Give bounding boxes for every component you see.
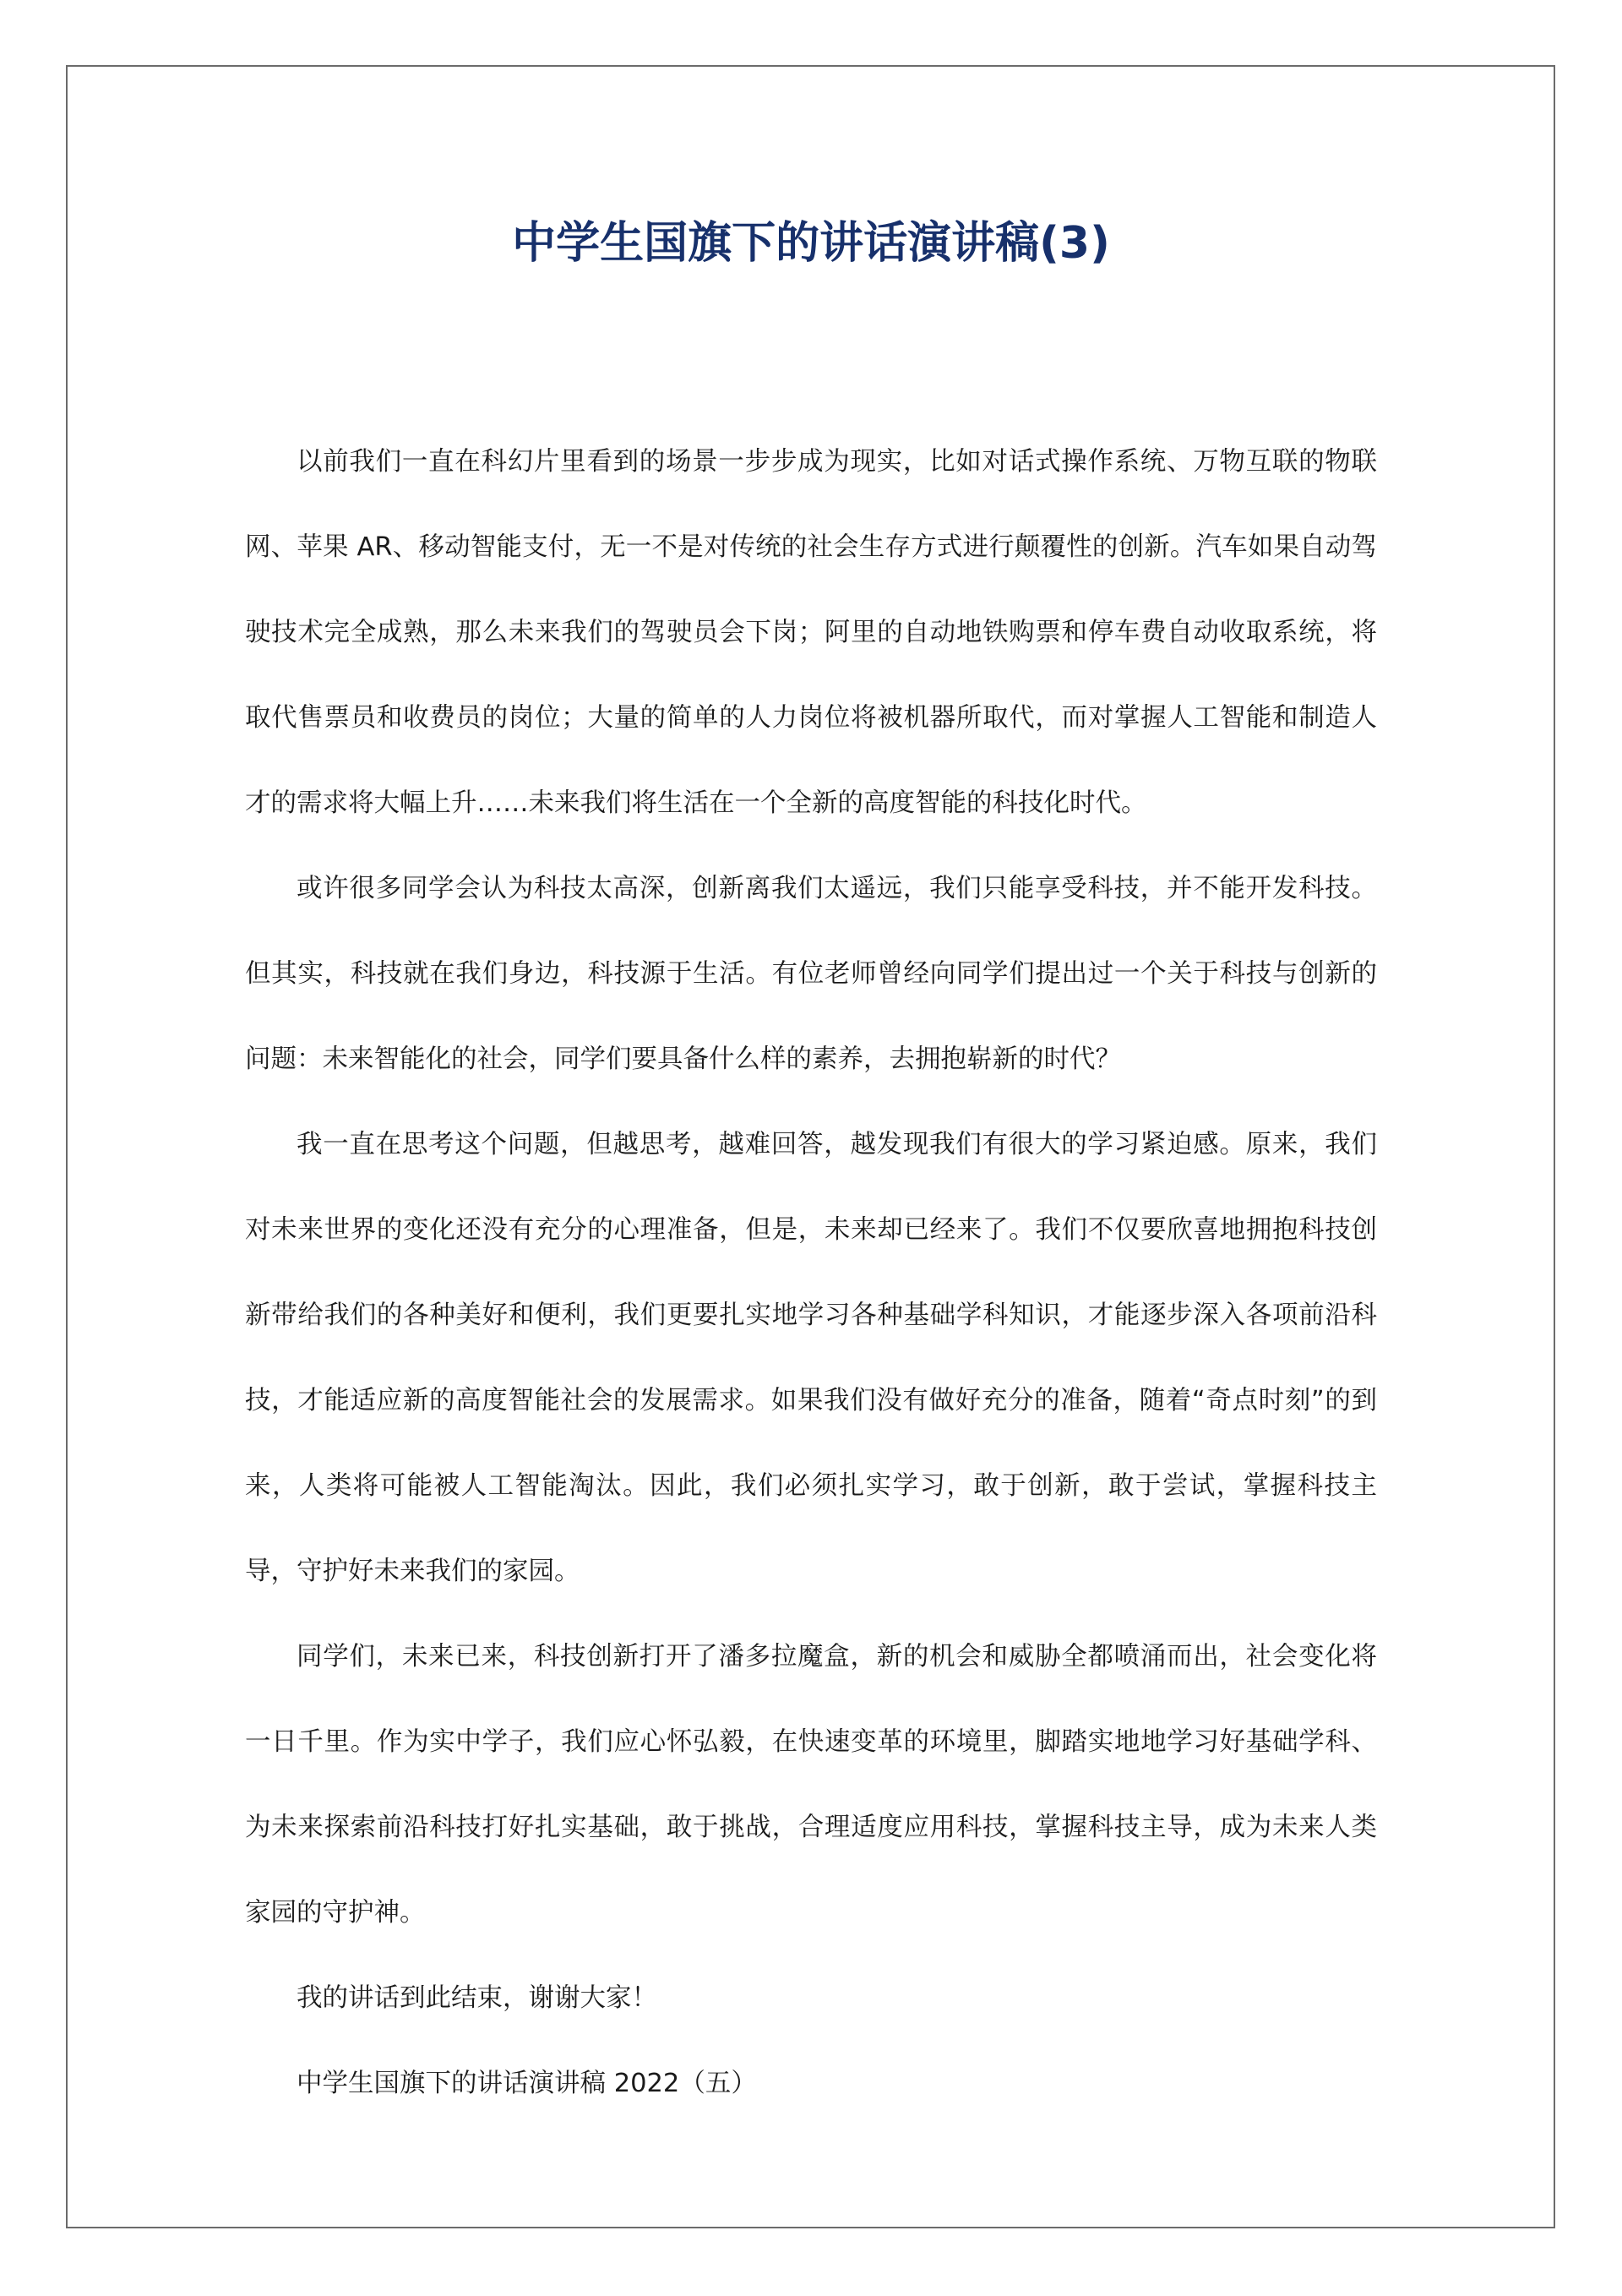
paragraph-4: 同学们，未来已来，科技创新打开了潘多拉魔盒，新的机会和威胁全都喷涌而出，社会变化将一日千里。作为实中学子，我们应心怀弘毅，在快速变革的环境里，脚踏实地地学习好基础学科、为未来探索前沿科技打好扎实基础，敢于挑战，合理适度应用科技，掌握科技主导，成为未来人类家园的守护神。 — [245, 1642, 1377, 1928]
paragraph-1: 以前我们一直在科幻片里看到的场景一步步成为现实，比如对话式操作系统、万物互联的物联网、苹果 AR、移动智能支付，无一不是对传统的社会生存方式进行颠覆性的创新。汽车如果自动驾驶技术完全成熟，那么未来我们的驾驶员会下岗；阿里的自动地铁购票和停车费自动收取系统，将取代售票员和收费员的岗位；大量的简单的人力岗位将被机器所取代，而对掌握人工智能和制造人才的需求将大幅上升……未来我们将生活在一个全新的高度智能的科技化时代。 — [245, 447, 1377, 818]
page-title: 中学生国旗下的讲话演讲稿(3) — [512, 218, 1110, 269]
paragraph-3: 我一直在思考这个问题，但越思考，越难回答，越发现我们有很大的学习紧迫感。原来，我们对未来世界的变化还没有充分的心理准备，但是，未来却已经来了。我们不仅要欣喜地拥抱科技创新带给我们的各种美好和便利，我们更要扎实地学习各种基础学科知识，才能逐步深入各项前沿科技，才能适应新的高度智能社会的发展需求。如果我们没有做好充分的准备，随着“奇点时刻”的到来，人类将可能被人工智能淘汰。因此，我们必须扎实学习，敢于创新，敢于尝试，掌握科技主导，守护好未来我们的家园。 — [245, 1130, 1377, 1586]
next-section-heading: 中学生国旗下的讲话演讲稿 2022（五） — [297, 2069, 757, 2098]
paragraph-2: 或许很多同学会认为科技太高深，创新离我们太遥远，我们只能享受科技，并不能开发科技。但其实，科技就在我们身边，科技源于生活。有位老师曾经向同学们提出过一个关于科技与创新的问题：未来智能化的社会，同学们要具备什么样的素养，去拥抱崭新的时代？ — [245, 874, 1377, 1074]
document-body — [245, 419, 1377, 2126]
closing-line: 我的讲话到此结束，谢谢大家！ — [297, 1983, 657, 2013]
